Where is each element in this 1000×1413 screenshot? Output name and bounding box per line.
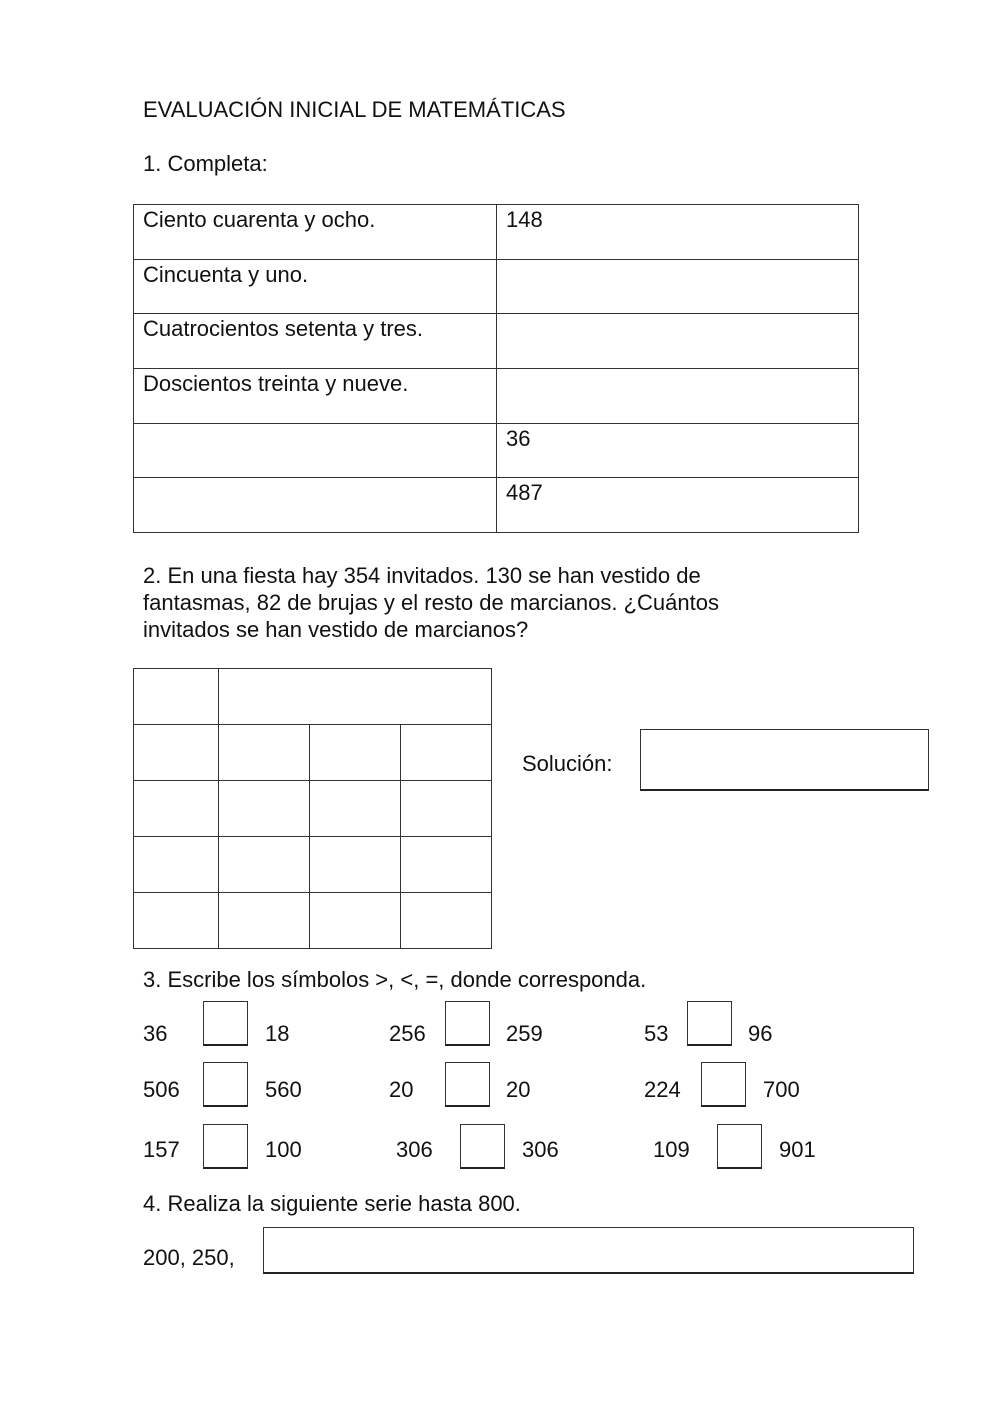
grid-cell[interactable] (401, 893, 492, 949)
words-cell: Cuatrocientos setenta y tres. (134, 314, 497, 369)
words-cell[interactable] (134, 423, 497, 478)
symbol-box[interactable] (203, 1124, 248, 1169)
grid-row (134, 893, 492, 949)
table-row (134, 314, 859, 369)
symbol-box[interactable] (460, 1124, 505, 1169)
grid-cell[interactable] (310, 725, 401, 781)
compare-right-number: 100 (265, 1137, 302, 1162)
table-row (134, 423, 859, 478)
compare-right-number: 700 (763, 1077, 800, 1102)
grid-cell[interactable] (310, 781, 401, 837)
symbol-box[interactable] (687, 1001, 732, 1046)
exercise-4-heading: 4. Realiza la siguiente serie hasta 800. (143, 1191, 521, 1216)
number-cell: 487 (497, 478, 859, 533)
exercise-2-text-line-2: fantasmas, 82 de brujas y el resto de marcianos. ¿Cuántos (143, 590, 719, 615)
compare-left-number: 36 (143, 1021, 168, 1046)
table-row (134, 478, 859, 533)
grid-cell[interactable] (134, 837, 219, 893)
table-row (134, 259, 859, 314)
compare-left-number: 224 (644, 1077, 681, 1102)
compare-right-number: 306 (522, 1137, 559, 1162)
table-row (134, 368, 859, 423)
grid-cell[interactable] (219, 669, 492, 725)
number-cell: 36 (497, 423, 859, 478)
compare-left-number: 157 (143, 1137, 180, 1162)
compare-right-number: 18 (265, 1021, 290, 1046)
compare-left-number: 506 (143, 1077, 180, 1102)
grid-cell[interactable] (401, 781, 492, 837)
grid-cell[interactable] (219, 893, 310, 949)
words-cell: Cincuenta y uno. (134, 259, 497, 314)
exercise-3-heading: 3. Escribe los símbolos >, <, =, donde corresponda. (143, 967, 647, 992)
symbol-box[interactable] (203, 1062, 248, 1107)
number-cell[interactable]: 148 (497, 205, 859, 260)
compare-right-number: 20 (506, 1077, 531, 1102)
operation-grid (133, 668, 492, 949)
compare-left-number: 53 (644, 1021, 669, 1046)
words-cell: Ciento cuarenta y ocho. (134, 205, 497, 260)
exercise-1-heading: 1. Completa: (143, 151, 268, 176)
solution-label: Solución: (522, 751, 613, 776)
page-title: EVALUACIÓN INICIAL DE MATEMÁTICAS (143, 97, 566, 122)
grid-cell[interactable] (134, 781, 219, 837)
compare-right-number: 96 (748, 1021, 773, 1046)
number-cell[interactable] (497, 368, 859, 423)
table-row (134, 205, 859, 260)
symbol-box[interactable] (445, 1001, 490, 1046)
grid-cell[interactable] (310, 837, 401, 893)
series-input[interactable] (263, 1227, 914, 1274)
symbol-box[interactable] (717, 1124, 762, 1169)
compare-left-number: 20 (389, 1077, 414, 1102)
grid-cell[interactable] (219, 725, 310, 781)
symbol-box[interactable] (445, 1062, 490, 1107)
grid-cell[interactable] (134, 725, 219, 781)
grid-row (134, 837, 492, 893)
words-cell: Doscientos treinta y nueve. (134, 368, 497, 423)
grid-cell[interactable] (310, 893, 401, 949)
compare-left-number: 109 (653, 1137, 690, 1162)
compare-right-number: 259 (506, 1021, 543, 1046)
number-cell[interactable] (497, 314, 859, 369)
symbol-box[interactable] (701, 1062, 746, 1107)
grid-cell[interactable] (401, 725, 492, 781)
number-cell[interactable] (497, 259, 859, 314)
words-cell[interactable] (134, 478, 497, 533)
grid-row (134, 669, 492, 725)
exercise-1-table (133, 204, 859, 533)
solution-input[interactable] (640, 729, 929, 791)
grid-row (134, 725, 492, 781)
symbol-box[interactable] (203, 1001, 248, 1046)
exercise-2-text-line-1: 2. En una fiesta hay 354 invitados. 130 se han vestido de (143, 563, 701, 588)
grid-cell[interactable] (401, 837, 492, 893)
grid-cell[interactable] (134, 669, 219, 725)
exercise-2-text-line-3: invitados se han vestido de marcianos? (143, 617, 529, 642)
series-start: 200, 250, (143, 1245, 235, 1270)
compare-right-number: 901 (779, 1137, 816, 1162)
grid-cell[interactable] (219, 837, 310, 893)
grid-cell[interactable] (134, 893, 219, 949)
compare-left-number: 256 (389, 1021, 426, 1046)
compare-left-number: 306 (396, 1137, 433, 1162)
grid-row (134, 781, 492, 837)
compare-right-number: 560 (265, 1077, 302, 1102)
grid-cell[interactable] (219, 781, 310, 837)
